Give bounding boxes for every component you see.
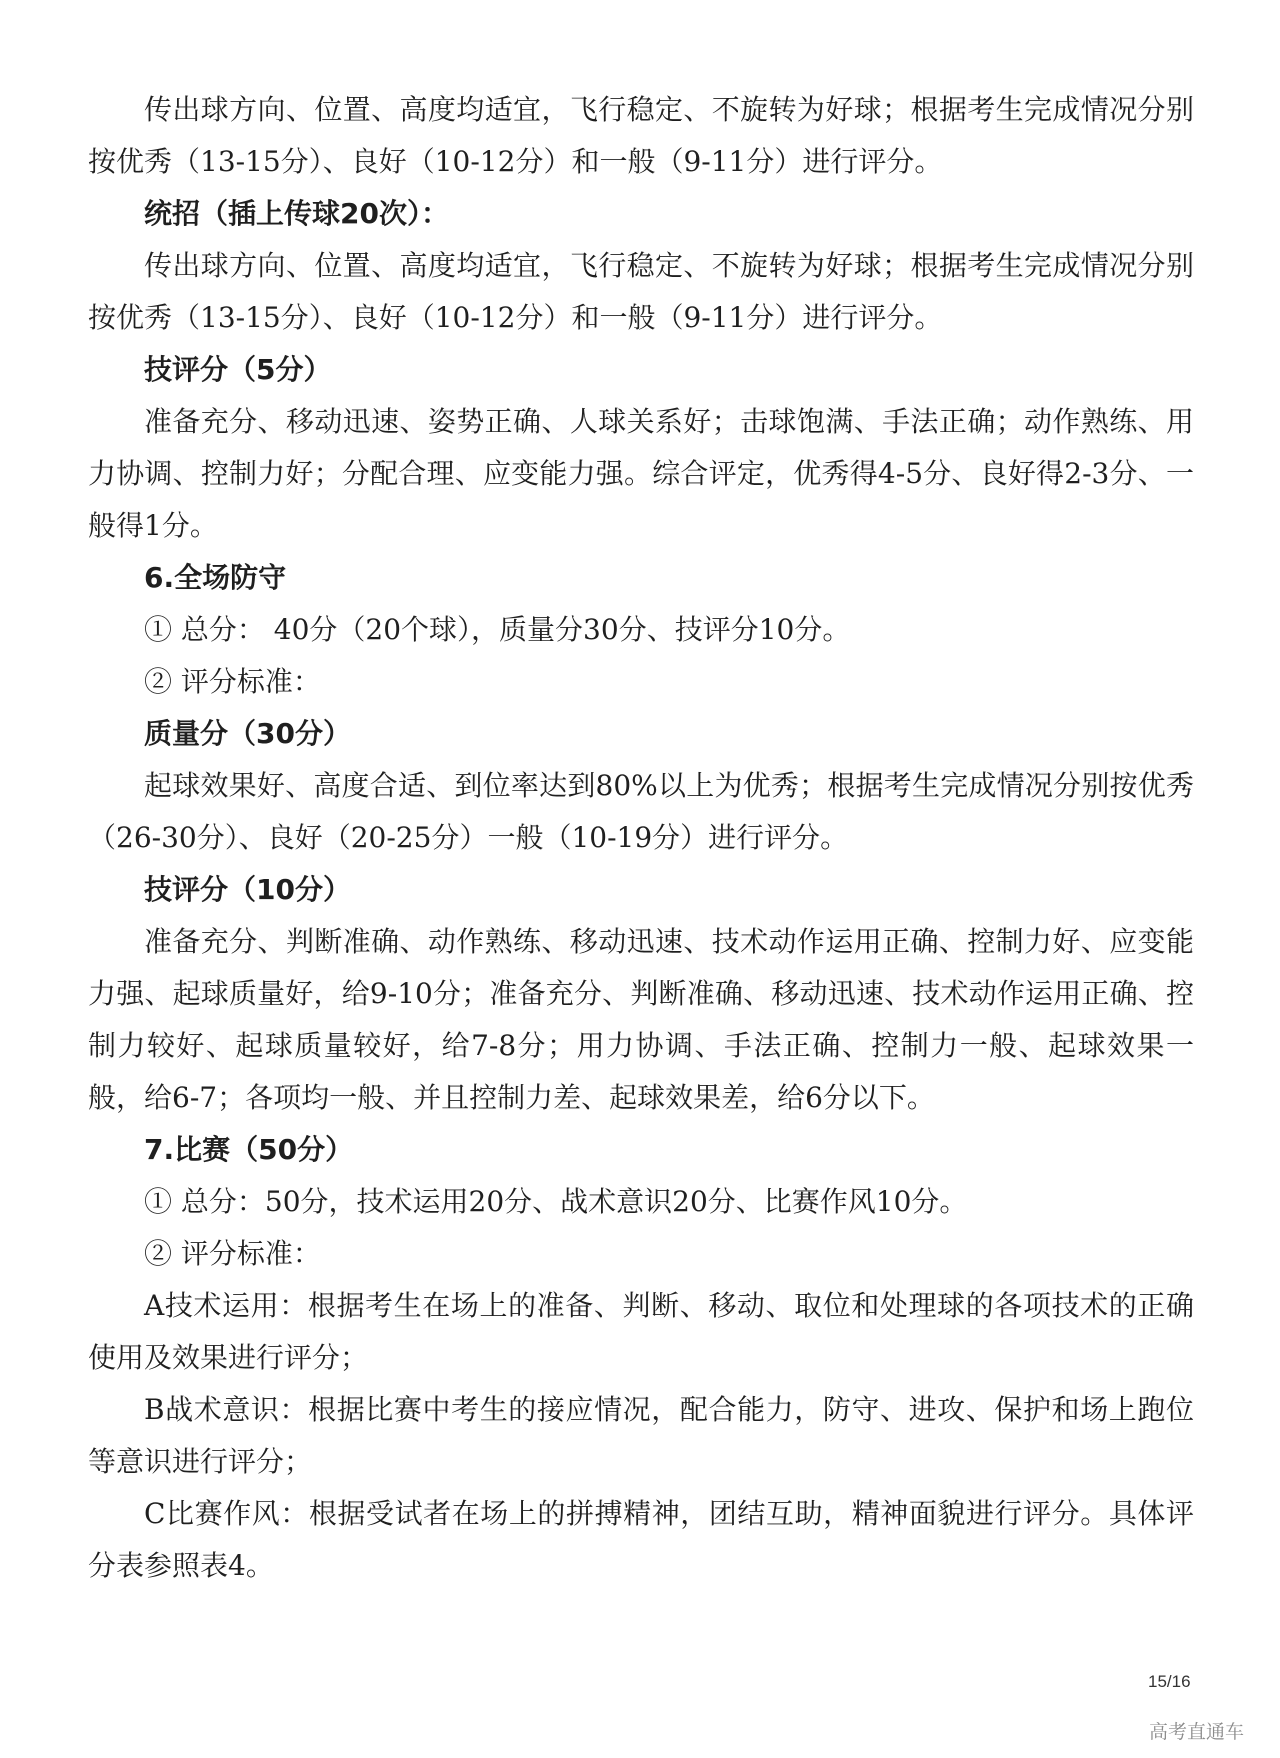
paragraph: ① 总分： 40分（20个球），质量分30分、技评分10分。	[144, 613, 851, 646]
paragraph: 准备充分、判断准确、动作熟练、移动迅速、技术动作运用正确、控制力好、应变能力强、起球质量好，给9-10分；准备充分、判断准确、移动迅速、技术动作运用正确、控制力较好、起球质量较好，给7-8分；用力协调、手法正确、控制力一般、起球效果一般，给6-7；各项均一般、并且控制力差、起球效果差，给6分以下。	[88, 925, 1194, 1114]
section-heading: 质量分（30分）	[144, 717, 351, 750]
paragraph: 准备充分、移动迅速、姿势正确、人球关系好；击球饱满、手法正确；动作熟练、用力协调、控制力好；分配合理、应变能力强。综合评定，优秀得4-5分、良好得2-3分、一般得1分。	[88, 405, 1194, 542]
section-heading: 6.全场防守	[144, 561, 287, 594]
section-heading: 统招（插上传球20次）：	[144, 197, 449, 230]
paragraph: 起球效果好、高度合适、到位率达到80%以上为优秀；根据考生完成情况分别按优秀（26-30分）、良好（20-25分）一般（10-19分）进行评分。	[88, 769, 1194, 854]
watermark: 高考直通车	[1148, 1721, 1244, 1743]
section-heading: 技评分（5分）	[144, 353, 332, 386]
document-body	[88, 84, 1194, 1592]
paragraph: ② 评分标准：	[144, 665, 321, 698]
paragraph: A技术运用：根据考生在场上的准备、判断、移动、取位和处理球的各项技术的正确使用及效果进行评分；	[88, 1289, 1194, 1374]
paragraph: C比赛作风：根据受试者在场上的拼搏精神，团结互助，精神面貌进行评分。具体评分表参照表4。	[88, 1497, 1194, 1582]
paragraph: ② 评分标准：	[144, 1237, 321, 1270]
section-heading: 7.比赛（50分）	[144, 1133, 354, 1166]
paragraph: 传出球方向、位置、高度均适宜，飞行稳定、不旋转为好球；根据考生完成情况分别按优秀（13-15分）、良好（10-12分）和一般（9-11分）进行评分。	[88, 93, 1194, 178]
paragraph: B战术意识：根据比赛中考生的接应情况，配合能力，防守、进攻、保护和场上跑位等意识进行评分；	[88, 1393, 1194, 1478]
section-heading: 技评分（10分）	[144, 873, 351, 906]
paragraph: ① 总分：50分，技术运用20分、战术意识20分、比赛作风10分。	[144, 1185, 968, 1218]
page-number: 15/16	[1148, 1672, 1191, 1691]
paragraph: 传出球方向、位置、高度均适宜，飞行稳定、不旋转为好球；根据考生完成情况分别按优秀（13-15分）、良好（10-12分）和一般（9-11分）进行评分。	[88, 249, 1194, 334]
